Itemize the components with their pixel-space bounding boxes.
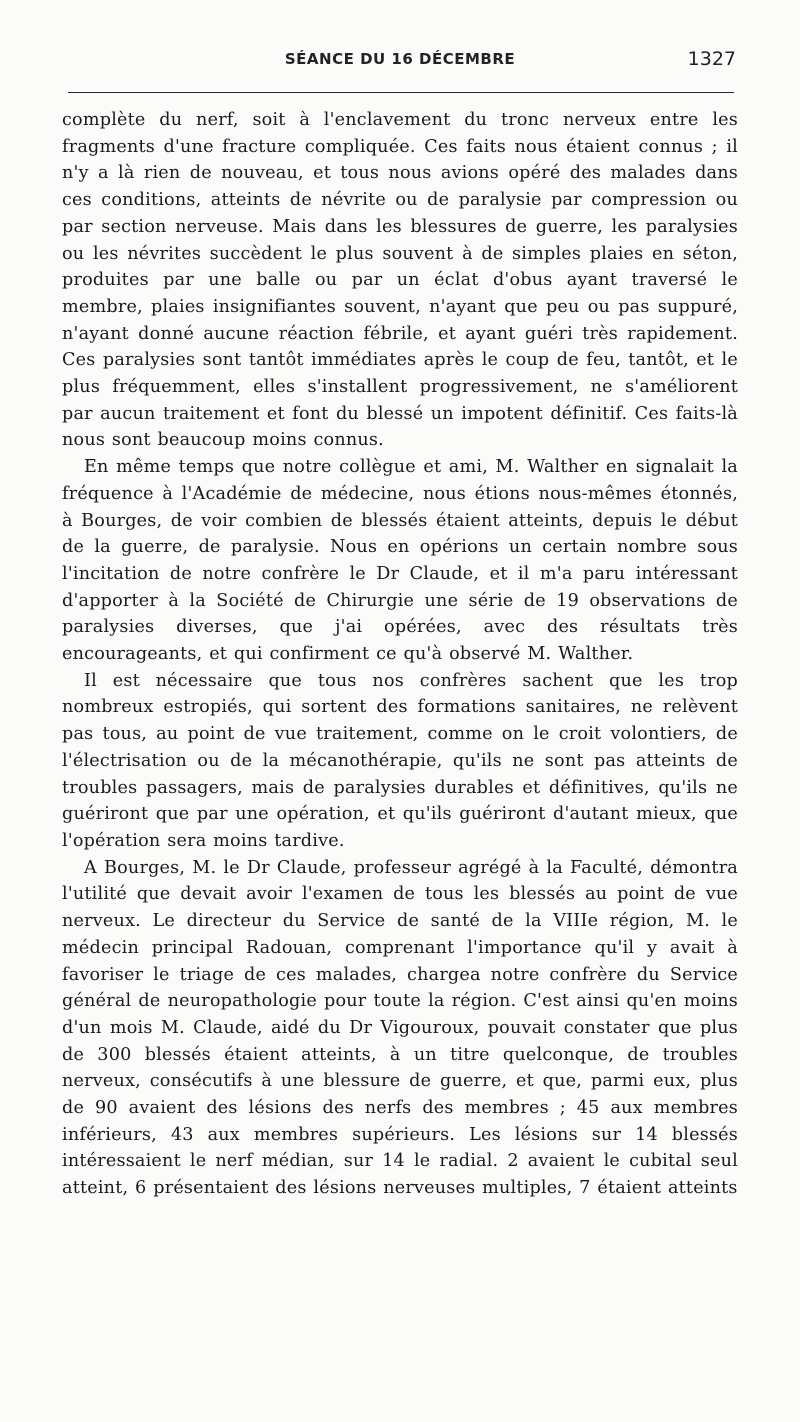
page-number: 1327 [687, 48, 736, 70]
running-title: SÉANCE DU 16 DÉCEMBRE [284, 50, 516, 68]
paragraph-4: A Bourges, M. le Dr Claude, professeur agrégé à la Faculté, démontra l'utilité que devait avoir l'examen de tous les blessés au point de vue nerveux. Le directeur du Service de santé de la VIIIe région, M. le médecin principal Radouan, comprenant l'importance qu'il y avait à favoriser le triage de ces malades, chargea notre confrère du Service général de neuropathologie pour toute la région. C'est ainsi qu'en moins d'un mois M. Claude, aidé du Dr Vigouroux, pouvait constater que plus de 300 blessés étaient atteints, à un titre quelconque, de troubles nerveux, consécutifs à une blessure de guerre, et que, parmi eux, plus de 90 avaient des lésions des nerfs des membres ; 45 aux membres inférieurs, 43 aux membres supérieurs. Les lésions sur 14 blessés intéressaient le nerf médian, sur 14 le radial. 2 avaient le cubital seul atteint, 6 présentaient des lésions nerveuses multiples, 7 étaient atteints [62, 857, 738, 1199]
body-text [62, 107, 738, 1202]
running-header [64, 50, 736, 76]
header-rule [68, 92, 734, 93]
paragraph-3: Il est nécessaire que tous nos confrères sachent que les trop nombreux estropiés, qui sortent des formations sanitaires, ne relèvent pas tous, au point de vue traitement, comme on le croit volontiers, de l'électrisation ou de la mécanothérapie, qu'ils ne sont pas atteints de troubles passagers, mais de paralysies durables et définitives, qu'ils ne guériront que par une opération, et qu'ils guériront d'autant mieux, que l'opération sera moins tardive. [62, 670, 738, 851]
paragraph-1: complète du nerf, soit à l'enclavement du tronc nerveux entre les fragments d'une fracture compliquée. Ces faits nous étaient connus ; il n'y a là rien de nouveau, et tous nous avions opéré des malades dans ces conditions, atteints de névrite ou de paralysie par compression ou par section nerveuse. Mais dans les blessures de guerre, les paralysies ou les névrites succèdent le plus souvent à de simples plaies en séton, produites par une balle ou par un éclat d'obus ayant traversé le membre, plaies insignifiantes souvent, n'ayant que peu ou pas suppuré, n'ayant donné aucune réaction fébrile, et ayant guéri très rapidement. Ces paralysies sont tantôt immédiates après le coup de feu, tantôt, et le plus fréquemment, elles s'installent progressivement, ne s'améliorent par aucun traitement et font du blessé un impotent définitif. Ces faits-là nous sont beaucoup moins connus. [62, 110, 738, 451]
paragraph-2: En même temps que notre collègue et ami, M. Walther en signalait la fréquence à l'Académie de médecine, nous étions nous-mêmes étonnés, à Bourges, de voir combien de blessés étaient atteints, depuis le début de la guerre, de paralysie. Nous en opérions un certain nombre sous l'incitation de notre confrère le Dr Claude, et il m'a paru intéressant d'apporter à la Société de Chirurgie une série de 19 observations de paralysies diverses, que j'ai opérées, avec des résultats très encourageants, et qui confirment ce qu'à observé M. Walther. [62, 457, 738, 665]
